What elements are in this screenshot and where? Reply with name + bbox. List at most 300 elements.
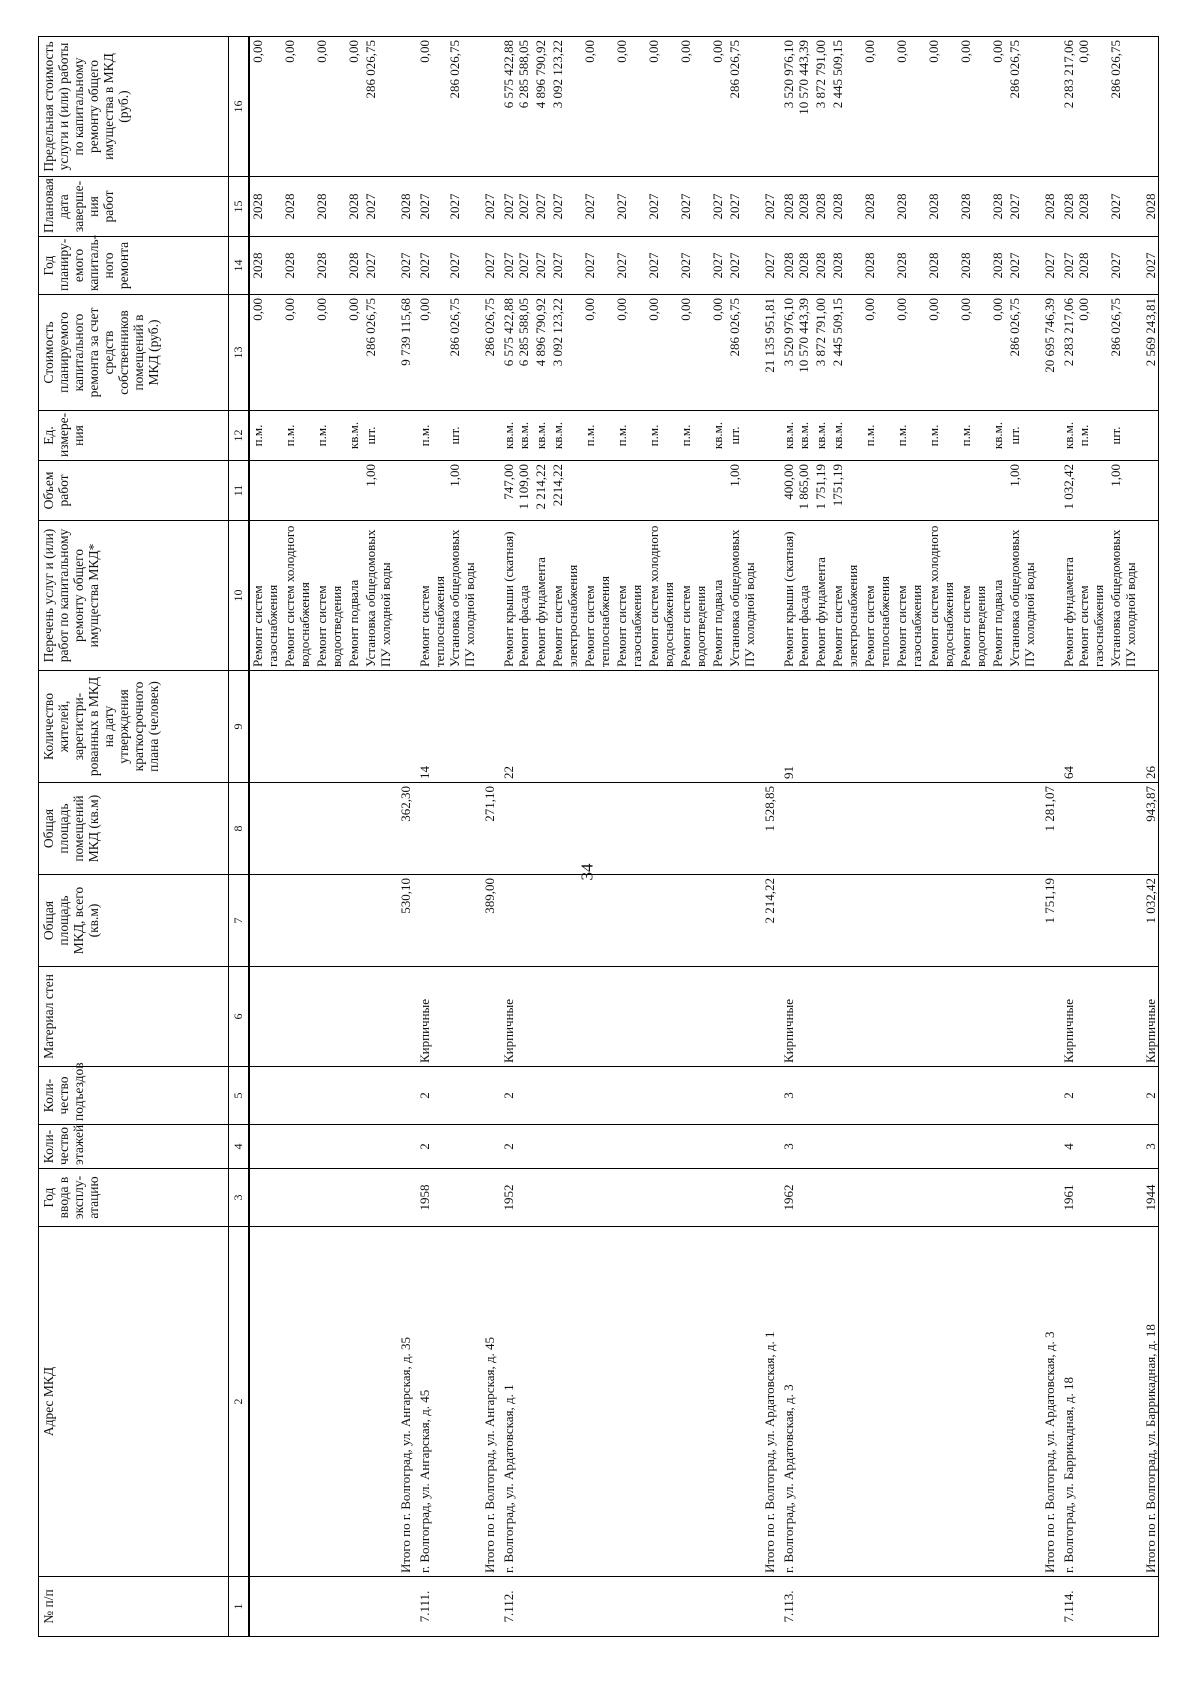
cell-area2: 1 281,07 xyxy=(1039,783,1057,875)
cell-unit: шт. xyxy=(1108,411,1140,461)
cell-ent: 2 xyxy=(1057,1067,1076,1125)
cell-work: Ремонт фундамента xyxy=(1057,521,1076,671)
cell-num xyxy=(479,1577,497,1637)
cell-unit: п.м. xyxy=(926,411,958,461)
cell-mat xyxy=(727,967,759,1067)
cell-vol xyxy=(479,461,497,521)
cell-res xyxy=(346,671,363,783)
cell-ent xyxy=(1108,1067,1140,1125)
cell-area: 530,10 xyxy=(395,875,413,967)
cell-floors xyxy=(282,1125,314,1169)
cell-date: 2027 xyxy=(646,177,678,237)
header-cell: Год планиру-емого капиталь-ного ремонта xyxy=(39,237,229,295)
cell-area2 xyxy=(862,783,894,875)
cell-num xyxy=(1076,1577,1108,1637)
cell-cost: 0,00 xyxy=(249,295,282,411)
work-row xyxy=(346,37,363,1637)
cell-area2 xyxy=(447,783,479,875)
cell-mat xyxy=(395,967,413,1067)
header-cell: Количество жителей, зарегистри-рованных в МКД на дату утверждения краткосрочного плана (человек) xyxy=(39,671,229,783)
cell-build xyxy=(710,1169,727,1227)
work-row xyxy=(314,37,346,1637)
capital-repair-table xyxy=(38,36,1159,1637)
cell-area xyxy=(678,875,710,967)
cell-num xyxy=(395,1577,413,1637)
cell-ent: 3 xyxy=(777,1067,796,1125)
cell-mat xyxy=(926,967,958,1067)
cell-area xyxy=(282,875,314,967)
work-row xyxy=(614,37,646,1637)
cell-floors xyxy=(862,1125,894,1169)
column-number: 3 xyxy=(229,1169,250,1227)
cell-area xyxy=(550,875,582,967)
cell-area xyxy=(777,875,796,967)
column-number: 10 xyxy=(229,521,250,671)
cell-build xyxy=(1039,1169,1057,1227)
cell-ent: 2 xyxy=(497,1067,516,1125)
cell-work: Ремонт систем холодного водоснабжения xyxy=(926,521,958,671)
column-number: 9 xyxy=(229,671,250,783)
cell-year: 2028 xyxy=(813,237,830,295)
cell-addr xyxy=(533,1227,550,1577)
cell-floors xyxy=(926,1125,958,1169)
cell-area xyxy=(1007,875,1039,967)
cell-build xyxy=(314,1169,346,1227)
cell-date: 2028 xyxy=(894,177,926,237)
cell-limit: 6 575 422,88 xyxy=(497,37,516,177)
column-number: 2 xyxy=(229,1227,250,1577)
cell-res xyxy=(796,671,813,783)
cell-year: 2027 xyxy=(614,237,646,295)
cell-floors xyxy=(447,1125,479,1169)
cell-cost: 0,00 xyxy=(1076,295,1108,411)
cell-addr xyxy=(1007,1227,1039,1577)
cell-num: 7.114. xyxy=(1057,1577,1076,1637)
cell-mat xyxy=(1076,967,1108,1067)
cell-date: 2028 xyxy=(1076,177,1108,237)
cell-ent xyxy=(550,1067,582,1125)
cell-year: 2027 xyxy=(447,237,479,295)
cell-year: 2028 xyxy=(862,237,894,295)
cell-area xyxy=(862,875,894,967)
cell-unit: кв.м. xyxy=(990,411,1007,461)
cell-date: 2028 xyxy=(796,177,813,237)
column-number: 8 xyxy=(229,783,250,875)
cell-res xyxy=(727,671,759,783)
cell-vol xyxy=(413,461,447,521)
cell-area2 xyxy=(1108,783,1140,875)
cell-addr: г. Волгоград, ул. Ардатовская, д. 3 xyxy=(777,1227,796,1577)
work-row xyxy=(710,37,727,1637)
work-row xyxy=(646,37,678,1637)
cell-year: 2027 xyxy=(479,237,497,295)
cell-work: Ремонт систем теплоснабжения xyxy=(862,521,894,671)
cell-area2 xyxy=(413,783,447,875)
cell-cost: 21 135 951,81 xyxy=(759,295,777,411)
cell-ent xyxy=(395,1067,413,1125)
cell-cost: 3 872 791,00 xyxy=(813,295,830,411)
cell-vol: 1,00 xyxy=(1108,461,1140,521)
cell-vol xyxy=(282,461,314,521)
cell-limit xyxy=(1039,37,1057,177)
cell-limit xyxy=(1140,37,1159,177)
cell-unit: кв.м. xyxy=(497,411,516,461)
cell-unit: кв.м. xyxy=(777,411,796,461)
cell-build xyxy=(479,1169,497,1227)
work-row xyxy=(990,37,1007,1637)
cell-build xyxy=(533,1169,550,1227)
header-cell: Предельная стоимость услуги и (или) работы по капитальному ремонту общего имущества в МКД (руб.) xyxy=(39,37,229,177)
cell-cost: 0,00 xyxy=(314,295,346,411)
cell-addr xyxy=(796,1227,813,1577)
cell-num xyxy=(894,1577,926,1637)
cell-mat: Кирпичные xyxy=(1140,967,1159,1067)
cell-date: 2027 xyxy=(582,177,614,237)
cell-build xyxy=(516,1169,533,1227)
cell-mat xyxy=(646,967,678,1067)
cell-area xyxy=(249,875,282,967)
column-number: 15 xyxy=(229,177,250,237)
cell-res xyxy=(614,671,646,783)
cell-floors xyxy=(582,1125,614,1169)
cell-area2 xyxy=(346,783,363,875)
cell-area xyxy=(710,875,727,967)
work-row xyxy=(862,37,894,1637)
work-row xyxy=(550,37,582,1637)
cell-date: 2028 xyxy=(958,177,990,237)
cell-mat xyxy=(479,967,497,1067)
cell-ent xyxy=(363,1067,395,1125)
cell-build xyxy=(813,1169,830,1227)
cell-build: 1944 xyxy=(1140,1169,1159,1227)
cell-addr xyxy=(1076,1227,1108,1577)
cell-vol: 400,00 xyxy=(777,461,796,521)
header-cell: Год ввода в эксплу-атацию xyxy=(39,1169,229,1227)
cell-unit: шт. xyxy=(1007,411,1039,461)
cell-area2 xyxy=(1057,783,1076,875)
cell-floors: 3 xyxy=(777,1125,796,1169)
cell-build xyxy=(926,1169,958,1227)
cell-addr xyxy=(314,1227,346,1577)
cell-area xyxy=(497,875,516,967)
cell-year: 2028 xyxy=(990,237,1007,295)
cell-area2 xyxy=(1076,783,1108,875)
object-row xyxy=(497,37,516,1637)
cell-work: Установка общедомовых ПУ холодной воды xyxy=(727,521,759,671)
cell-limit: 0,00 xyxy=(282,37,314,177)
cell-mat xyxy=(813,967,830,1067)
cell-build xyxy=(646,1169,678,1227)
cell-unit: кв.м. xyxy=(710,411,727,461)
cell-unit xyxy=(395,411,413,461)
cell-floors xyxy=(759,1125,777,1169)
cell-build xyxy=(1007,1169,1039,1227)
cell-mat xyxy=(249,967,282,1067)
cell-cost: 6 575 422,88 xyxy=(497,295,516,411)
cell-num xyxy=(447,1577,479,1637)
cell-floors xyxy=(1039,1125,1057,1169)
cell-limit: 0,00 xyxy=(646,37,678,177)
cell-ent xyxy=(759,1067,777,1125)
cell-unit: п.м. xyxy=(582,411,614,461)
cell-work: Ремонт систем газоснабжения xyxy=(894,521,926,671)
cell-num xyxy=(346,1577,363,1637)
cell-res: 22 xyxy=(497,671,516,783)
cell-work xyxy=(1039,521,1057,671)
cell-res xyxy=(249,671,282,783)
cell-date: 2027 xyxy=(497,177,516,237)
cell-ent xyxy=(710,1067,727,1125)
cell-num xyxy=(830,1577,862,1637)
cell-res xyxy=(550,671,582,783)
cell-area: 389,00 xyxy=(479,875,497,967)
cell-mat: Кирпичные xyxy=(497,967,516,1067)
cell-unit: шт. xyxy=(727,411,759,461)
column-number: 7 xyxy=(229,875,250,967)
cell-vol xyxy=(1076,461,1108,521)
cell-num xyxy=(516,1577,533,1637)
column-number: 11 xyxy=(229,461,250,521)
header-cell: Ед. измере-ния xyxy=(39,411,229,461)
cell-floors: 2 xyxy=(497,1125,516,1169)
cell-work: Ремонт фасада xyxy=(516,521,533,671)
cell-vol xyxy=(990,461,1007,521)
work-row xyxy=(516,37,533,1637)
cell-work: Ремонт систем газоснабжения xyxy=(249,521,282,671)
cell-limit: 286 026,75 xyxy=(727,37,759,177)
cell-work: Ремонт систем электроснабжения xyxy=(550,521,582,671)
cell-floors xyxy=(727,1125,759,1169)
cell-area: 1 032,42 xyxy=(1140,875,1159,967)
cell-date: 2027 xyxy=(678,177,710,237)
cell-area2 xyxy=(727,783,759,875)
cell-cost: 0,00 xyxy=(413,295,447,411)
cell-area2 xyxy=(497,783,516,875)
cell-unit: п.м. xyxy=(958,411,990,461)
cell-mat xyxy=(1007,967,1039,1067)
cell-area xyxy=(582,875,614,967)
cell-num xyxy=(550,1577,582,1637)
cell-res xyxy=(282,671,314,783)
cell-area xyxy=(346,875,363,967)
cell-work: Ремонт систем газоснабжения xyxy=(1076,521,1108,671)
cell-area2 xyxy=(550,783,582,875)
cell-cost: 0,00 xyxy=(582,295,614,411)
cell-area2 xyxy=(990,783,1007,875)
cell-cost: 2 283 217,06 xyxy=(1057,295,1076,411)
cell-vol xyxy=(862,461,894,521)
work-row xyxy=(533,37,550,1637)
cell-ent xyxy=(516,1067,533,1125)
cell-year: 2027 xyxy=(1057,237,1076,295)
cell-date: 2027 xyxy=(1007,177,1039,237)
cell-work: Ремонт систем холодного водоснабжения xyxy=(646,521,678,671)
cell-date: 2028 xyxy=(926,177,958,237)
cell-unit: п.м. xyxy=(314,411,346,461)
cell-date: 2027 xyxy=(727,177,759,237)
cell-vol xyxy=(582,461,614,521)
cell-year: 2027 xyxy=(1039,237,1057,295)
cell-addr xyxy=(516,1227,533,1577)
cell-num xyxy=(759,1577,777,1637)
cell-work: Ремонт систем водоотведения xyxy=(678,521,710,671)
column-number: 4 xyxy=(229,1125,250,1169)
cell-work: Ремонт подвала xyxy=(710,521,727,671)
cell-area2 xyxy=(830,783,862,875)
cell-floors xyxy=(710,1125,727,1169)
cell-mat xyxy=(582,967,614,1067)
cell-area xyxy=(1057,875,1076,967)
cell-work: Установка общедомовых ПУ холодной воды xyxy=(1007,521,1039,671)
cell-area xyxy=(894,875,926,967)
cell-area2 xyxy=(894,783,926,875)
cell-addr xyxy=(614,1227,646,1577)
cell-limit: 0,00 xyxy=(1076,37,1108,177)
cell-cost: 10 570 443,39 xyxy=(796,295,813,411)
cell-ent xyxy=(346,1067,363,1125)
cell-work: Ремонт систем теплоснабжения xyxy=(413,521,447,671)
cell-area2 xyxy=(582,783,614,875)
cell-num xyxy=(614,1577,646,1637)
object-row xyxy=(413,37,447,1637)
cell-mat xyxy=(990,967,1007,1067)
cell-num xyxy=(990,1577,1007,1637)
cell-ent xyxy=(479,1067,497,1125)
cell-floors xyxy=(395,1125,413,1169)
cell-date: 2028 xyxy=(830,177,862,237)
cell-addr: г. Волгоград, ул. Баррикадная, д. 18 xyxy=(1057,1227,1076,1577)
cell-cost: 0,00 xyxy=(894,295,926,411)
cell-vol xyxy=(1140,461,1159,521)
cell-limit: 286 026,75 xyxy=(447,37,479,177)
object-row xyxy=(777,37,796,1637)
cell-mat xyxy=(759,967,777,1067)
cell-ent xyxy=(796,1067,813,1125)
cell-floors xyxy=(479,1125,497,1169)
cell-vol xyxy=(249,461,282,521)
cell-unit: кв.м. xyxy=(346,411,363,461)
cell-vol xyxy=(1039,461,1057,521)
cell-vol xyxy=(958,461,990,521)
cell-build: 1952 xyxy=(497,1169,516,1227)
cell-area xyxy=(533,875,550,967)
cell-area xyxy=(614,875,646,967)
cell-build xyxy=(727,1169,759,1227)
cell-cost: 0,00 xyxy=(926,295,958,411)
cell-unit: кв.м. xyxy=(533,411,550,461)
cell-area2 xyxy=(533,783,550,875)
work-row xyxy=(958,37,990,1637)
cell-work: Установка общедомовых ПУ холодной воды xyxy=(363,521,395,671)
cell-unit xyxy=(1039,411,1057,461)
cell-cost: 20 695 746,39 xyxy=(1039,295,1057,411)
cell-addr xyxy=(346,1227,363,1577)
cell-ent xyxy=(894,1067,926,1125)
cell-floors xyxy=(550,1125,582,1169)
cell-mat xyxy=(447,967,479,1067)
cell-mat xyxy=(346,967,363,1067)
cell-num xyxy=(363,1577,395,1637)
cell-build xyxy=(958,1169,990,1227)
column-number-row xyxy=(229,37,250,1637)
cell-vol: 1,00 xyxy=(727,461,759,521)
cell-cost: 2 569 243,81 xyxy=(1140,295,1159,411)
cell-year: 2027 xyxy=(1108,237,1140,295)
cell-total: Итого по г. Волгоград, ул. Ардатовская, д. 1 xyxy=(759,1227,777,1577)
cell-cost: 286 026,75 xyxy=(363,295,395,411)
cell-date: 2027 xyxy=(447,177,479,237)
header-cell: Общая площадь помещений МКД (кв.м) xyxy=(39,783,229,875)
cell-limit: 6 285 588,05 xyxy=(516,37,533,177)
cell-unit: п.м. xyxy=(646,411,678,461)
cell-area2 xyxy=(926,783,958,875)
cell-work: Ремонт систем холодного водоснабжения xyxy=(282,521,314,671)
cell-res xyxy=(533,671,550,783)
cell-addr xyxy=(582,1227,614,1577)
cell-ent xyxy=(727,1067,759,1125)
cell-addr xyxy=(830,1227,862,1577)
cell-build xyxy=(550,1169,582,1227)
cell-cost: 0,00 xyxy=(862,295,894,411)
cell-area2 xyxy=(614,783,646,875)
cell-res xyxy=(516,671,533,783)
cell-cost: 4 896 790,92 xyxy=(533,295,550,411)
cell-floors xyxy=(1108,1125,1140,1169)
cell-area2 xyxy=(678,783,710,875)
cell-vol: 1,00 xyxy=(1007,461,1039,521)
cell-area xyxy=(830,875,862,967)
cell-vol: 1 032,42 xyxy=(1057,461,1076,521)
cell-floors: 4 xyxy=(1057,1125,1076,1169)
cell-area2: 362,30 xyxy=(395,783,413,875)
cell-addr xyxy=(813,1227,830,1577)
cell-limit: 3 520 976,10 xyxy=(777,37,796,177)
cell-area2 xyxy=(777,783,796,875)
cell-unit: шт. xyxy=(447,411,479,461)
cell-res: 26 xyxy=(1140,671,1159,783)
cell-ent xyxy=(249,1067,282,1125)
cell-date: 2028 xyxy=(282,177,314,237)
cell-cost: 0,00 xyxy=(614,295,646,411)
cell-date: 2027 xyxy=(516,177,533,237)
cell-num xyxy=(314,1577,346,1637)
cell-cost: 3 092 123,22 xyxy=(550,295,582,411)
header-cell: Материал стен xyxy=(39,967,229,1067)
cell-addr xyxy=(990,1227,1007,1577)
header-cell: Коли-чество этажей xyxy=(39,1125,229,1169)
cell-unit: кв.м. xyxy=(1057,411,1076,461)
cell-area xyxy=(516,875,533,967)
cell-date: 2027 xyxy=(363,177,395,237)
cell-build xyxy=(282,1169,314,1227)
cell-build xyxy=(346,1169,363,1227)
cell-area xyxy=(314,875,346,967)
cell-build xyxy=(796,1169,813,1227)
cell-area: 2 214,22 xyxy=(759,875,777,967)
cell-limit: 0,00 xyxy=(894,37,926,177)
cell-date: 2027 xyxy=(533,177,550,237)
cell-unit: п.м. xyxy=(678,411,710,461)
cell-floors xyxy=(1007,1125,1039,1169)
cell-unit: п.м. xyxy=(614,411,646,461)
cell-limit: 4 896 790,92 xyxy=(533,37,550,177)
total-row xyxy=(759,37,777,1637)
cell-num xyxy=(249,1577,282,1637)
cell-num xyxy=(958,1577,990,1637)
cell-vol xyxy=(759,461,777,521)
cell-year: 2027 xyxy=(759,237,777,295)
cell-area2: 943,87 xyxy=(1140,783,1159,875)
